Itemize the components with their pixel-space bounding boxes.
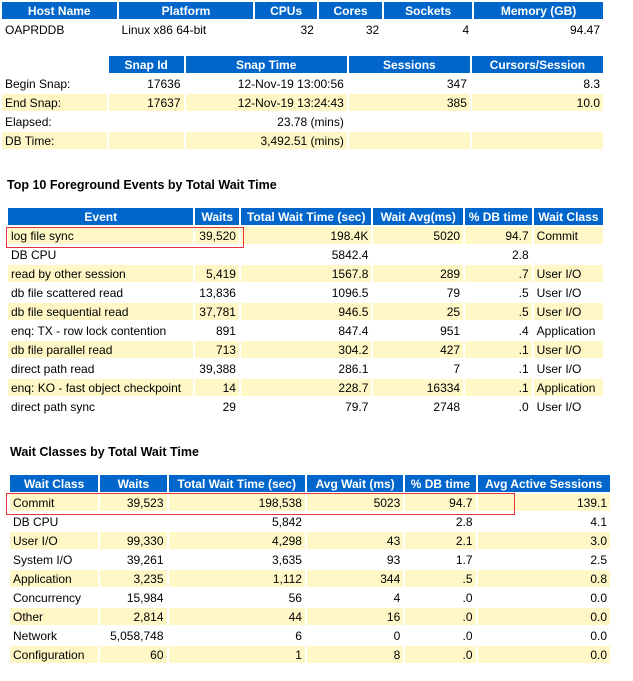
fg-event-row [8,227,603,244]
snap-sessions [349,132,470,149]
wait-class-row-cell: Commit [10,494,98,511]
wait-class-row-cell: 3,635 [169,551,305,568]
wait-class-row-cell: 43 [307,532,403,549]
fg-event-row-cell: Commit [534,227,603,244]
wait-class-row-cell: 94.7 [405,494,475,511]
fg-event-row-cell: .5 [465,284,532,301]
col-snap-time: Snap Time [186,56,347,73]
fg-event-row-cell: db file scattered read [8,284,193,301]
snap-row [2,132,603,149]
col-wait-avg: Wait Avg(ms) [373,208,463,225]
wait-class-row-cell: Configuration [10,646,98,663]
fg-event-row-cell: 2748 [373,398,463,415]
sockets-value: 4 [384,21,472,38]
snap-cursors: 8.3 [472,75,603,92]
wait-class-row-cell: 0.0 [478,608,610,625]
wait-class-row-cell: .0 [405,646,475,663]
fg-event-row-cell: .5 [465,303,532,320]
wait-class-row-cell: 2.5 [478,551,610,568]
fg-event-row-cell: .1 [465,360,532,377]
wait-class-row [10,589,610,606]
cpus-value: 32 [255,21,316,38]
col-cursors-session: Cursors/Session [472,56,603,73]
wait-class-row-cell: 1,112 [169,570,305,587]
wait-classes-title: Wait Classes by Total Wait Time [10,445,199,459]
fg-event-row-cell: 713 [195,341,239,358]
wait-class-row-cell: 3.0 [478,532,610,549]
wait-class-row-cell: 0 [307,627,403,644]
wait-class-row-cell: 0.0 [478,646,610,663]
col-db-time: % DB time [465,208,532,225]
fg-event-row-cell: 37,781 [195,303,239,320]
fg-event-row-cell: db file sequential read [8,303,193,320]
fg-event-row-cell: direct path read [8,360,193,377]
col-cpus: CPUs [255,2,316,19]
snap-cursors [472,113,603,130]
wait-class-row-cell: 139.1 [478,494,610,511]
fg-event-row-cell: User I/O [534,398,603,415]
snap-time: 12-Nov-19 13:00:56 [186,75,347,92]
fg-event-row-cell [534,246,603,263]
snap-label: Begin Snap: [2,75,107,92]
wait-class-row-cell: 2.1 [405,532,475,549]
wait-class-row-cell: 93 [307,551,403,568]
wait-class-row-cell: 16 [307,608,403,625]
fg-event-row-cell: 951 [373,322,463,339]
wait-class-row-cell: 39,523 [100,494,166,511]
snap-id [109,132,184,149]
wait-class-row-cell: 1.7 [405,551,475,568]
fg-event-row-cell: direct path sync [8,398,193,415]
fg-event-row-cell: 891 [195,322,239,339]
fg-event-row-cell: User I/O [534,341,603,358]
fg-event-row-cell: 25 [373,303,463,320]
cores-value: 32 [319,21,382,38]
wait-class-row-cell: 0.0 [478,627,610,644]
fg-event-row-cell: 1096.5 [241,284,371,301]
fg-event-row-cell [373,246,463,263]
fg-event-row-cell: .1 [465,379,532,396]
col-db-time: % DB time [405,475,475,492]
wait-class-row-cell: Network [10,627,98,644]
fg-event-row-cell: User I/O [534,360,603,377]
snap-row [2,113,603,130]
fg-event-row-cell: 289 [373,265,463,282]
fg-event-row [8,341,603,358]
wait-class-row-cell: 6 [169,627,305,644]
snap-time: 3,492.51 (mins) [186,132,347,149]
fg-event-row-cell: 228.7 [241,379,371,396]
fg-event-row [8,246,603,263]
platform-value: Linux x86 64-bit [119,21,254,38]
col-total-wait: Total Wait Time (sec) [241,208,371,225]
col-wait-class: Wait Class [534,208,603,225]
wait-class-row-cell: 198,538 [169,494,305,511]
fg-event-row-cell: log file sync [8,227,193,244]
wait-class-row-cell: 5023 [307,494,403,511]
host-info-table [0,0,605,40]
fg-event-row-cell: 39,388 [195,360,239,377]
fg-event-row-cell: 79.7 [241,398,371,415]
fg-event-row [8,360,603,377]
fg-event-row [8,322,603,339]
snap-row [2,75,603,92]
fg-event-row-cell: User I/O [534,265,603,282]
host-name-value: OAPRDDB [2,21,117,38]
wait-class-row-cell: 99,330 [100,532,166,549]
col-host-name: Host Name [2,2,117,19]
wait-class-row-cell: 4 [307,589,403,606]
col-waits: Waits [100,475,166,492]
snap-label: DB Time: [2,132,107,149]
snap-corner [2,56,107,73]
fg-event-row-cell: enq: TX - row lock contention [8,322,193,339]
fg-event-row-cell: read by other session [8,265,193,282]
fg-event-row-cell: .1 [465,341,532,358]
col-wait-class: Wait Class [10,475,98,492]
wait-class-row [10,646,610,663]
col-avg-active: Avg Active Sessions [478,475,610,492]
fg-event-row-cell: 7 [373,360,463,377]
fg-event-row-cell: 79 [373,284,463,301]
fg-event-row-cell: 5,419 [195,265,239,282]
wait-classes-table [8,473,612,665]
wait-class-row-cell: 60 [100,646,166,663]
fg-event-row-cell: 2.8 [465,246,532,263]
fg-event-row-cell: User I/O [534,303,603,320]
fg-event-row-cell: 13,836 [195,284,239,301]
wait-class-row [10,627,610,644]
fg-event-row-cell: 5020 [373,227,463,244]
fg-event-row [8,284,603,301]
snapshot-table [0,54,605,151]
wait-class-row-cell: Other [10,608,98,625]
fg-event-row-cell: User I/O [534,284,603,301]
col-waits: Waits [195,208,239,225]
wait-class-row-cell: 5,058,748 [100,627,166,644]
wait-class-row [10,570,610,587]
wait-class-row [10,513,610,530]
fg-events-table [6,206,605,417]
fg-event-row [8,303,603,320]
col-cores: Cores [319,2,382,19]
wait-class-row-cell: 4.1 [478,513,610,530]
fg-event-row-cell: 286.1 [241,360,371,377]
memory-value: 94.47 [474,21,603,38]
wait-class-row-cell: 1 [169,646,305,663]
wait-class-row-cell: 15,984 [100,589,166,606]
fg-events-body [8,227,603,415]
wait-class-row-cell: 8 [307,646,403,663]
fg-event-row-cell: 427 [373,341,463,358]
fg-event-row [8,265,603,282]
wait-class-row-cell: 0.8 [478,570,610,587]
fg-event-row-cell: 946.5 [241,303,371,320]
wait-class-row-cell: Concurrency [10,589,98,606]
col-avg-wait: Avg Wait (ms) [307,475,403,492]
wait-class-row-cell: 56 [169,589,305,606]
wait-class-row-cell: 3,235 [100,570,166,587]
wait-class-row-cell: DB CPU [10,513,98,530]
col-platform: Platform [119,2,254,19]
snap-sessions: 347 [349,75,470,92]
wait-class-row-cell: 5,842 [169,513,305,530]
wait-class-row-cell [307,513,403,530]
wait-class-row [10,494,610,511]
fg-event-row [8,379,603,396]
wait-class-row-cell: Application [10,570,98,587]
wait-class-row-cell: .0 [405,608,475,625]
fg-event-row-cell: 1567.8 [241,265,371,282]
snap-label: End Snap: [2,94,107,111]
fg-event-row-cell: Application [534,322,603,339]
wait-class-row-cell: .0 [405,627,475,644]
fg-event-row-cell: enq: KO - fast object checkpoint [8,379,193,396]
snap-id [109,113,184,130]
snap-sessions: 385 [349,94,470,111]
snap-cursors [472,132,603,149]
col-event: Event [8,208,193,225]
wait-class-row-cell: 2.8 [405,513,475,530]
col-sessions: Sessions [349,56,470,73]
wait-class-row [10,608,610,625]
fg-event-row-cell: 304.2 [241,341,371,358]
snap-id: 17636 [109,75,184,92]
wait-class-row-cell: User I/O [10,532,98,549]
snap-label: Elapsed: [2,113,107,130]
wait-class-row [10,532,610,549]
fg-event-row [8,398,603,415]
wait-class-row-cell: 2,814 [100,608,166,625]
fg-event-row-cell: 94.7 [465,227,532,244]
fg-event-row-cell: 5842.4 [241,246,371,263]
wait-class-row-cell: 44 [169,608,305,625]
fg-event-row-cell: Application [534,379,603,396]
wait-class-row-cell: .5 [405,570,475,587]
fg-event-row-cell: 14 [195,379,239,396]
wait-class-row-cell: .0 [405,589,475,606]
wait-class-row-cell: 4,298 [169,532,305,549]
wait-class-row [10,551,610,568]
fg-event-row-cell: .7 [465,265,532,282]
fg-event-row-cell: 847.4 [241,322,371,339]
wait-class-row-cell: 344 [307,570,403,587]
fg-event-row-cell: 16334 [373,379,463,396]
fg-event-row-cell: .4 [465,322,532,339]
wait-class-row-cell: System I/O [10,551,98,568]
fg-event-row-cell: db file parallel read [8,341,193,358]
col-snap-id: Snap Id [109,56,184,73]
wait-classes-body [10,494,610,663]
fg-event-row-cell: 198.4K [241,227,371,244]
wait-class-row-cell: 39,261 [100,551,166,568]
fg-event-row-cell: 39,520 [195,227,239,244]
wait-class-row-cell [100,513,166,530]
col-memory: Memory (GB) [474,2,603,19]
col-total-wait: Total Wait Time (sec) [169,475,305,492]
fg-event-row-cell: DB CPU [8,246,193,263]
fg-events-title: Top 10 Foreground Events by Total Wait Time [7,178,277,192]
snap-sessions [349,113,470,130]
fg-event-row-cell: 29 [195,398,239,415]
snap-row [2,94,603,111]
snap-id: 17637 [109,94,184,111]
snap-time: 23.78 (mins) [186,113,347,130]
col-sockets: Sockets [384,2,472,19]
fg-event-row-cell: .0 [465,398,532,415]
snap-cursors: 10.0 [472,94,603,111]
wait-class-row-cell: 0.0 [478,589,610,606]
fg-event-row-cell [195,246,239,263]
snap-time: 12-Nov-19 13:24:43 [186,94,347,111]
